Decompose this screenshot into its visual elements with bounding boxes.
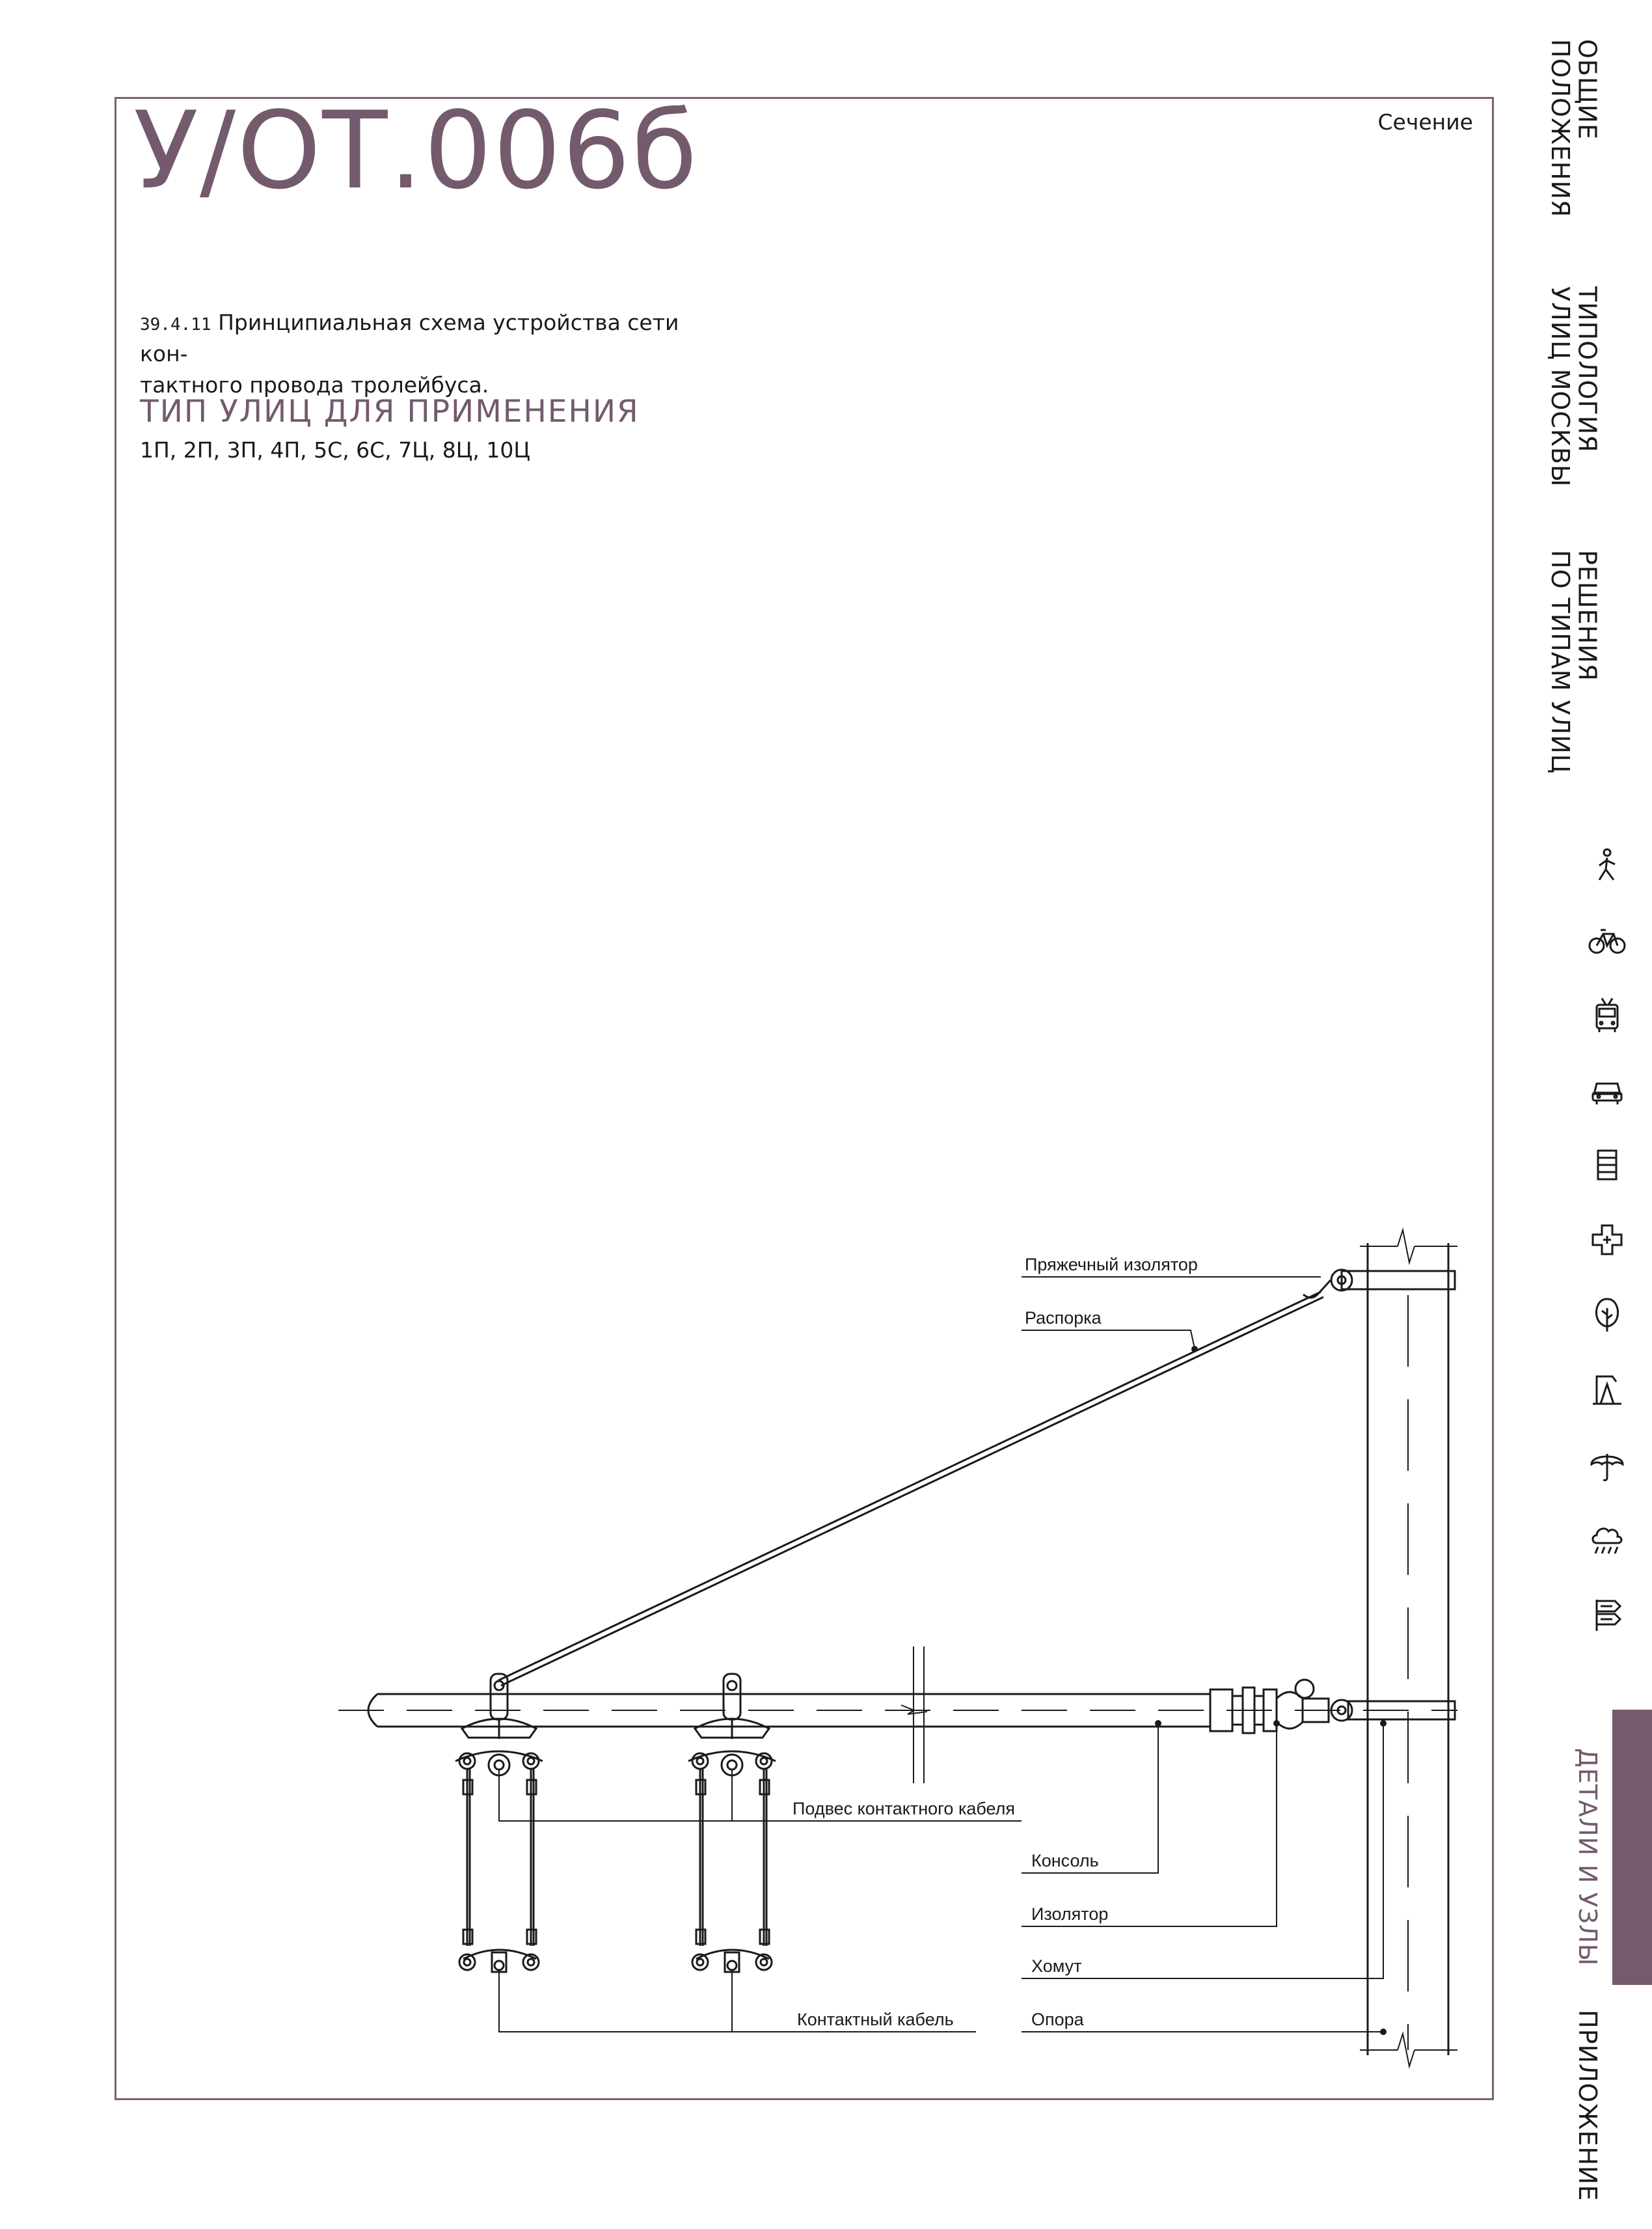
leader-lines [499, 1277, 1383, 2032]
nav-appendix[interactable]: ПРИЛОЖЕНИЕ [1573, 2010, 1602, 2202]
callout-clamp: Хомут [1031, 1956, 1082, 1976]
trolleybus-icon[interactable] [1588, 996, 1627, 1035]
figure-number: 39.4.11 [140, 315, 211, 335]
page-title: У/ОТ.006б [133, 89, 699, 213]
nav-solutions-by-street-type[interactable]: РЕШЕНИЯ ПО ТИПАМ УЛИЦ [1545, 550, 1602, 774]
street-types-values: 1П, 2П, 3П, 4П, 5С, 6С, 7Ц, 8Ц, 10Ц [140, 437, 530, 463]
callout-insulator: Изолятор [1031, 1904, 1109, 1924]
section-label: Сечение [1377, 109, 1473, 135]
callout-strut: Распорка [1025, 1308, 1102, 1328]
car-icon[interactable] [1588, 1071, 1627, 1110]
umbrella-icon[interactable] [1588, 1445, 1627, 1484]
cable-hanger-1 [455, 1674, 543, 1972]
pharmacy-cross-icon[interactable] [1588, 1220, 1627, 1259]
cable-hanger-2 [688, 1674, 776, 1972]
nav-general-provisions[interactable]: ОБЩИЕ ПОЛОЖЕНИЯ [1545, 39, 1602, 218]
callout-console: Консоль [1031, 1851, 1099, 1870]
weather-icon[interactable] [1588, 1520, 1627, 1559]
pole [1360, 1230, 1457, 2066]
description-line-1: Принципиальная схема устройства сети кон- [140, 310, 679, 366]
strut [498, 1292, 1323, 1686]
nav-details-and-nodes[interactable]: ДЕТАЛИ И УЗЛЫ [1573, 1748, 1602, 1967]
signpost-icon[interactable] [1588, 1594, 1627, 1634]
pedestrian-icon[interactable] [1588, 846, 1627, 885]
insulator-assembly [1210, 1680, 1455, 1733]
callout-cable-suspension: Подвес контактного кабеля [792, 1799, 1016, 1818]
street-types-heading: ТИП УЛИЦ ДЛЯ ПРИМЕНЕНИЯ [140, 394, 640, 430]
shelter-icon[interactable] [1588, 1370, 1627, 1409]
upper-clamp [1303, 1270, 1455, 1298]
tree-icon[interactable] [1588, 1295, 1627, 1334]
callout-tension-insulator: Пряжечный изолятор [1025, 1255, 1198, 1274]
bicycle-icon[interactable] [1588, 921, 1627, 960]
crosswalk-icon[interactable] [1588, 1145, 1627, 1184]
callout-pole: Опора [1031, 2010, 1084, 2029]
nav-active-indicator [1612, 1710, 1652, 1985]
nav-street-typology[interactable]: ТИПОЛОГИЯ УЛИЦ МОСКВЫ [1545, 286, 1602, 487]
description-line-2: тактного провода тролейбуса. [140, 372, 489, 398]
callout-contact-cable: Контактный кабель [797, 2010, 954, 2029]
